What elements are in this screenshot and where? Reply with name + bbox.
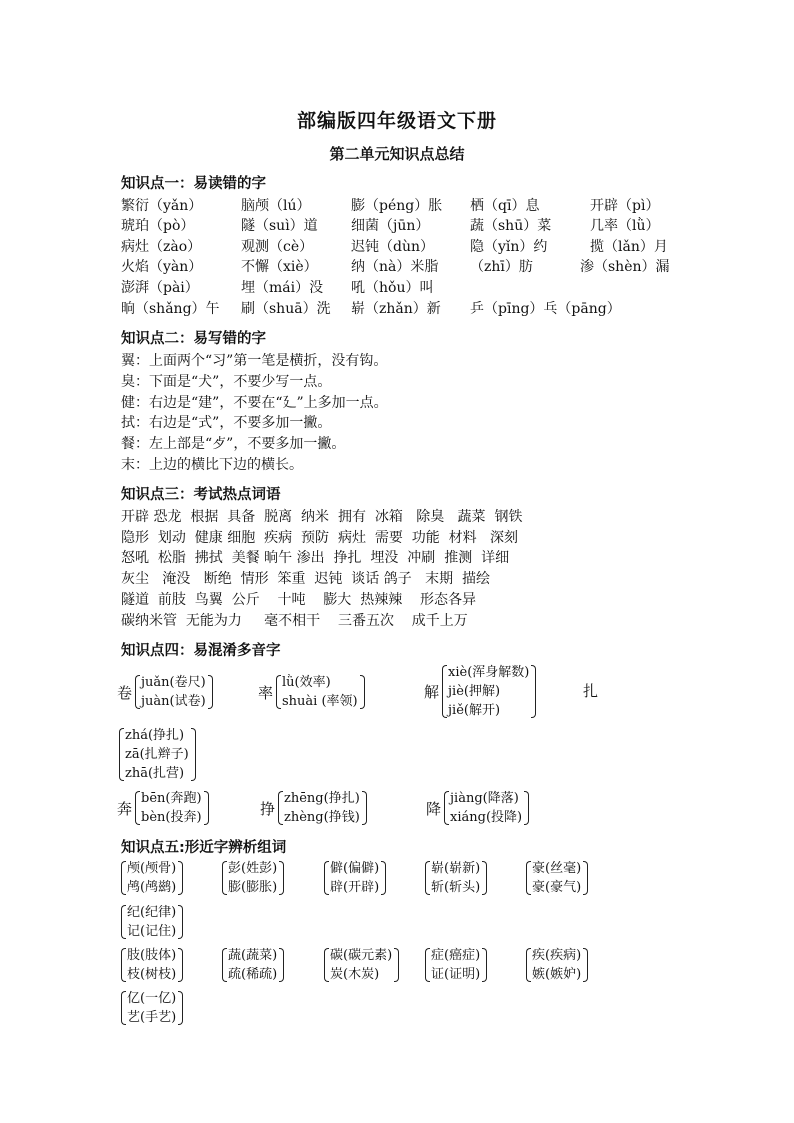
reading: jiè(押解) bbox=[448, 684, 501, 699]
char-pair bbox=[324, 859, 386, 897]
polyphone-group bbox=[258, 673, 365, 711]
text-line: 隧道 前肢 鸟翼 公斤 十吨 膨大 热辣辣 形态各异 bbox=[121, 592, 477, 608]
word-cell: 晌（shǎng）午 bbox=[121, 301, 220, 317]
brace bbox=[442, 663, 536, 720]
pair-word: 艺(手艺) bbox=[127, 1010, 177, 1025]
polyphone-char: 解 bbox=[424, 683, 440, 701]
polyphone-group bbox=[117, 673, 213, 711]
pair-word: 崭(崭新) bbox=[431, 861, 481, 876]
text-line: 怒吼 松脂 拂拭 美餐 晌午 渗出 挣扎 埋没 冲刷 推测 详细 bbox=[121, 550, 510, 566]
word-cell: 琥珀（pò） bbox=[121, 218, 195, 234]
text-line: 碳纳米管 无能为力 毫不相干 三番五次 成千上万 bbox=[121, 613, 468, 629]
word-cell: 迟钝（dùn） bbox=[351, 239, 434, 255]
brace bbox=[526, 859, 588, 897]
pair-word: 亿(一亿) bbox=[127, 991, 177, 1006]
polyphone-char: 卷 bbox=[117, 683, 133, 702]
word-cell: 揽（lǎn）月 bbox=[590, 239, 668, 255]
word-cell: 脑颅（lú） bbox=[241, 198, 311, 214]
reading: zhēng(挣扎) bbox=[284, 791, 360, 806]
pair-word: 蔬(蔬菜) bbox=[228, 948, 278, 963]
reading: shuài (率领) bbox=[282, 694, 358, 709]
pair-word: 豪(豪气) bbox=[532, 880, 582, 895]
pair-word: 肢(肢体) bbox=[127, 948, 177, 963]
word-cell: 火焰（yàn） bbox=[121, 259, 203, 275]
brace bbox=[121, 903, 183, 941]
text-line: 臭：下面是“犬”，不要少写一点。 bbox=[121, 374, 332, 390]
polyphone-char: 扎 bbox=[583, 682, 599, 700]
reading: zā(扎辫子) bbox=[125, 747, 189, 762]
reading: bèn(投奔) bbox=[141, 810, 202, 825]
reading: bēn(奔跑) bbox=[141, 791, 202, 806]
word-cell: （zhī）肪 bbox=[470, 259, 533, 275]
word-cell: 开辟（pì） bbox=[590, 198, 660, 214]
pair-word: 嫉(嫉妒) bbox=[532, 967, 582, 982]
polyphone-char: 降 bbox=[426, 799, 442, 818]
brace bbox=[222, 946, 284, 984]
brace bbox=[121, 946, 183, 984]
word-cell: 不懈（xiè） bbox=[241, 259, 318, 275]
char-pair bbox=[121, 859, 183, 897]
char-pair bbox=[121, 989, 183, 1027]
char-pair bbox=[222, 859, 284, 897]
brace bbox=[276, 673, 365, 711]
reading: jiàng(降落) bbox=[450, 791, 519, 806]
word-cell: 病灶（zào） bbox=[121, 239, 202, 255]
pair-word: 症(癌症) bbox=[431, 948, 481, 963]
word-cell: 隧（suì）道 bbox=[241, 218, 318, 234]
pair-word: 豪(丝毫) bbox=[532, 861, 582, 876]
pair-word: 证(证明) bbox=[431, 967, 481, 982]
pair-word: 纪(纪律) bbox=[127, 905, 177, 920]
brace bbox=[324, 946, 399, 984]
char-pair bbox=[526, 859, 588, 897]
pair-word: 斩(斩头) bbox=[431, 880, 481, 895]
section-2-heading: 知识点二：易写错的字 bbox=[121, 331, 266, 347]
text-line: 末：上边的横比下边的横长。 bbox=[121, 457, 303, 473]
word-cell: 埋（mái）没 bbox=[241, 280, 324, 296]
text-line: 健：右边是“建”，不要在“廴”上多加一点。 bbox=[121, 395, 388, 411]
reading: xiè(浑身解数) bbox=[448, 665, 530, 680]
section-4-heading: 知识点四：易混淆多音字 bbox=[121, 643, 281, 659]
polyphone-char: 奔 bbox=[117, 799, 133, 818]
brace bbox=[121, 859, 183, 897]
char-pair bbox=[425, 859, 487, 897]
polyphone-group bbox=[426, 789, 529, 827]
pair-word: 碳(碳元素) bbox=[330, 948, 393, 963]
brace bbox=[119, 726, 196, 783]
pair-word: 颅(颅骨) bbox=[127, 861, 177, 876]
brace bbox=[222, 859, 284, 897]
word-cell: 隐（yǐn）约 bbox=[470, 239, 548, 255]
polyphone-group bbox=[117, 789, 209, 827]
char-pair bbox=[121, 946, 183, 984]
polyphone-group bbox=[424, 663, 536, 720]
pair-word: 僻(偏僻) bbox=[330, 861, 380, 876]
pair-word: 辟(开辟) bbox=[330, 880, 380, 895]
reading: zhā(扎营) bbox=[125, 766, 185, 781]
brace bbox=[121, 989, 183, 1027]
word-cell: 吼（hǒu）叫 bbox=[351, 280, 434, 296]
word-cell: 纳（nà）米脂 bbox=[351, 259, 439, 275]
word-cell: 繁衍（yǎn） bbox=[121, 198, 203, 214]
reading: zhèng(挣钱) bbox=[284, 810, 360, 825]
brace bbox=[324, 859, 386, 897]
word-cell: 几率（lǜ） bbox=[590, 218, 660, 234]
text-line: 餐：左上部是“歺”，不要多加一撇。 bbox=[121, 436, 346, 452]
pair-word: 疾(疾病) bbox=[532, 948, 582, 963]
reading: zhá(挣扎) bbox=[125, 728, 185, 743]
reading: jiě(解开) bbox=[448, 703, 501, 718]
pair-word: 疏(稀疏) bbox=[228, 967, 278, 982]
word-cell: 蔬（shū）菜 bbox=[470, 218, 552, 234]
char-pair bbox=[526, 946, 588, 984]
pair-word: 鸬(鸬鹚) bbox=[127, 880, 177, 895]
polyphone-group bbox=[119, 726, 196, 783]
char-pair bbox=[222, 946, 284, 984]
word-cell: 乒（pīng）乓（pāng） bbox=[470, 301, 621, 317]
text-line: 隐形 划动 健康 细胞 疾病 预防 病灶 需要 功能 材料 深刻 bbox=[121, 530, 519, 546]
reading: juàn(试卷) bbox=[141, 694, 206, 709]
brace bbox=[135, 789, 209, 827]
pair-word: 彭(姓彭) bbox=[228, 861, 278, 876]
polyphone-group bbox=[260, 789, 367, 827]
brace bbox=[526, 946, 588, 984]
section-3-heading: 知识点三：考试热点词语 bbox=[121, 487, 281, 503]
brace bbox=[425, 859, 487, 897]
brace bbox=[135, 673, 213, 711]
brace bbox=[425, 946, 487, 984]
polyphone-char: 率 bbox=[258, 683, 274, 702]
pair-word: 枝(树枝) bbox=[127, 967, 177, 982]
reading: juǎn(卷尺) bbox=[141, 675, 206, 690]
char-pair bbox=[425, 946, 487, 984]
reading: lǜ(效率) bbox=[282, 675, 331, 690]
section-1-heading: 知识点一：易读错的字 bbox=[121, 176, 266, 192]
pair-word: 膨(膨胀) bbox=[228, 880, 278, 895]
word-cell: 渗（shèn）漏 bbox=[580, 259, 670, 275]
brace bbox=[444, 789, 529, 827]
text-line: 拭：右边是“式”，不要多加一撇。 bbox=[121, 415, 332, 431]
text-line: 开辟 恐龙 根据 具备 脱离 纳米 拥有 冰箱 除臭 蔬菜 钢铁 bbox=[121, 509, 523, 525]
page-subtitle: 第二单元知识点总结 bbox=[329, 145, 465, 163]
text-line: 灰尘 淹没 断绝 情形 笨重 迟钝 谈话 鸽子 末期 描绘 bbox=[121, 571, 491, 587]
word-cell: 崭（zhǎn）新 bbox=[351, 301, 441, 317]
pair-word: 记(记住) bbox=[127, 924, 177, 939]
char-pair bbox=[121, 903, 183, 941]
word-cell: 刷（shuā）洗 bbox=[241, 301, 331, 317]
word-cell: 澎湃（pài） bbox=[121, 280, 199, 296]
word-cell: 膨（péng）胀 bbox=[351, 198, 443, 214]
pair-word: 炭(木炭) bbox=[330, 967, 380, 982]
word-cell: 细菌（jūn） bbox=[351, 218, 430, 234]
reading: xiáng(投降) bbox=[450, 810, 523, 825]
char-pair bbox=[324, 946, 399, 984]
word-cell: 栖（qī）息 bbox=[470, 198, 540, 214]
page-title: 部编版四年级语文下册 bbox=[296, 110, 497, 132]
word-cell: 观测（cè） bbox=[241, 239, 314, 255]
text-line: 翼：上面两个“习”第一笔是横折，没有钩。 bbox=[121, 353, 388, 369]
brace bbox=[278, 789, 367, 827]
section-5-heading: 知识点五:形近字辨析组词 bbox=[121, 840, 287, 856]
polyphone-char: 挣 bbox=[260, 799, 276, 818]
